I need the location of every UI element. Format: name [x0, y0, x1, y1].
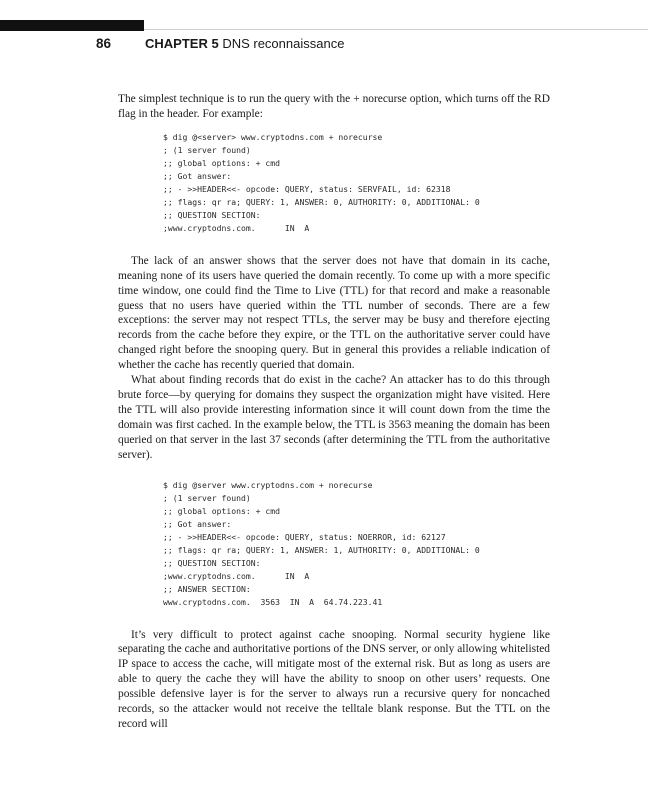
page-number: 86: [96, 36, 112, 51]
code-line: ;; QUESTION SECTION:: [163, 557, 261, 568]
paragraph-protection: It’s very difficult to protect against cache snooping. Normal security hygiene like separating the cache and authoritative portions of the DNS server, or only allowing whitelisted IP space to access the cache, will mitigate most of the external risk. But as long as users are able to query the cache they will have the ability to snoop on other users’ requests. One possible defensive layer is for the server to always run a recursive query for noncached records, so the attacker would not receive the telltale blank response. But the TTL on the record will: [118, 628, 550, 730]
code-line: ;www.cryptodns.com. IN A: [163, 570, 310, 581]
code-line: ;; flags: qr ra; QUERY: 1, ANSWER: 0, AUTHORITY: 0, ADDITIONAL: 0: [163, 196, 480, 207]
code-line: ;www.cryptodns.com. IN A: [163, 222, 310, 233]
code-line: ;; flags: qr ra; QUERY: 1, ANSWER: 1, AUTHORITY: 0, ADDITIONAL: 0: [163, 544, 480, 555]
paragraph-brute-force: What about finding records that do exist in the cache? An attacker has to do this through brute force—by querying for domains they suspect the organization might have visited. Here the TTL will also provide interesting information since it will count down from the time the domain was first cached. In the example below, the TTL is 3563 meaning the domain has been queried on that server in the last 37 seconds (after determining the TTL from the authoritative server).: [118, 374, 550, 461]
code-line: ;; global options: + cmd: [163, 505, 280, 516]
chapter-title: DNS reconnaissance: [222, 36, 345, 51]
code-line: ;; - >>HEADER<<- opcode: QUERY, status: NOERROR, id: 62127: [163, 531, 446, 542]
page-body: [118, 92, 550, 732]
paragraph-lack-of-answer: The lack of an answer shows that the server does not have that domain in its cache, meaning none of its users have queried the domain recently. To come up with a more specific time window, one could find the Time to Live (TTL) for that record and make a reasonable guess that no users have queried within the TTL number of seconds. There are a few exceptions: the server may not respect TTLs, the server may be busy and therefore ejecting records from the cache before they expire, or the TTL on the authoritative server could have changed right before the snooping query. But in general this provides a reliable indication of whether the cache has recently queried that domain.: [118, 254, 550, 372]
chapter-label: CHAPTER 5: [145, 36, 219, 51]
code-block-norecurse-noerror: [163, 479, 550, 609]
code-line: ;; global options: + cmd: [163, 157, 280, 168]
code-block-norecurse-servfail: [163, 131, 550, 235]
running-header: [0, 36, 648, 54]
code-line: ; (1 server found): [163, 144, 251, 155]
code-line: ;; Got answer:: [163, 170, 232, 181]
chapter-heading: [145, 36, 344, 51]
paragraph-intro: The simplest technique is to run the query with the + norecurse option, which turns off the RD flag in the header. For example:: [118, 93, 550, 120]
code-line: ;; ANSWER SECTION:: [163, 583, 251, 594]
code-line: ;; - >>HEADER<<- opcode: QUERY, status: SERVFAIL, id: 62318: [163, 183, 451, 194]
code-line: www.cryptodns.com. 3563 IN A 64.74.223.41: [163, 596, 383, 607]
code-line: $ dig @<server> www.cryptodns.com + norecurse: [163, 131, 383, 142]
header-bar: [0, 20, 144, 31]
code-line: ;; Got answer:: [163, 518, 232, 529]
code-line: ;; QUESTION SECTION:: [163, 209, 261, 220]
code-line: ; (1 server found): [163, 492, 251, 503]
header-rule: [144, 29, 648, 30]
code-line: $ dig @server www.cryptodns.com + norecurse: [163, 479, 373, 490]
